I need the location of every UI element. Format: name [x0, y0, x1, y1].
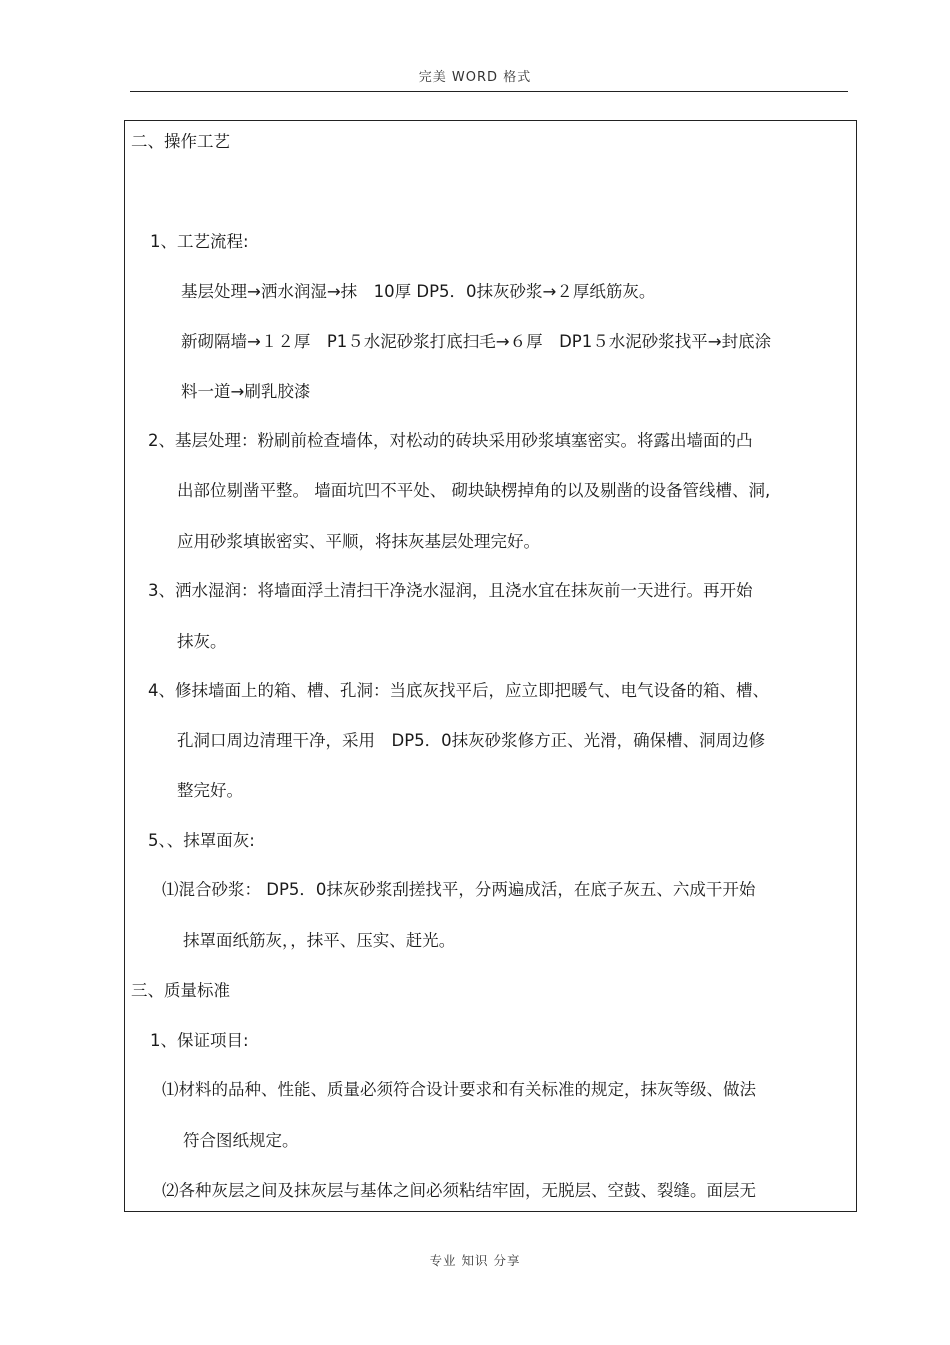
paragraph-line: 新砌隔墙→１２厚 P1５水泥砂浆打底扫毛→６厚 DP1５水泥砂浆找平→封底涂: [181, 332, 772, 351]
sub-item-materials: ⑴材料的品种、性能、质量必须符合设计要求和有关标准的规定，抹灰等级、做法: [162, 1080, 756, 1099]
paragraph-line: 孔洞口周边清理干净，采用 DP5．0抹灰砂浆修方正、光滑，确保槽、洞周边修: [177, 731, 766, 750]
paragraph-line: 符合图纸规定。: [183, 1131, 299, 1150]
sub-item-bonding: ⑵各种灰层之间及抹灰层与基体之间必须粘结牢固，无脱层、空鼓、裂缝。面层无: [162, 1181, 756, 1200]
section-heading-operation: 二、操作工艺: [131, 132, 230, 151]
paragraph-line: 出部位剔凿平整。 墙面坑凹不平处、 砌块缺楞掉角的以及剔凿的设备管线槽、洞,: [177, 481, 771, 500]
header-rule: [130, 91, 848, 92]
list-item-repair-openings: 4、修抹墙面上的箱、槽、孔洞：当底灰找平后，应立即把暖气、电气设备的箱、槽、: [148, 681, 769, 700]
list-item-wetting: 3、洒水湿润：将墙面浮土清扫干净浇水湿润，且浇水宜在抹灰前一天进行。再开始: [148, 581, 753, 600]
paragraph-line: 整完好。: [177, 781, 243, 800]
list-item-base-treatment: 2、基层处理：粉刷前检查墙体，对松动的砖块采用砂浆填塞密实。将露出墙面的凸: [148, 431, 753, 450]
section-heading-quality: 三、质量标准: [131, 981, 230, 1000]
paragraph-line: 抹罩面纸筋灰，，抹平、压实、赶光。: [183, 931, 456, 950]
subheading-guaranteed-items: 1、保证项目:: [150, 1031, 249, 1050]
paragraph-line: 抹灰。: [177, 632, 227, 651]
page-footer: 专业 知识 分享: [429, 1253, 521, 1268]
paragraph-line: 料一道→刷乳胶漆: [181, 382, 311, 401]
page-header: 完美 WORD 格式: [418, 70, 532, 85]
list-item-finish-coat: 5、、抹罩面灰:: [148, 831, 255, 850]
sub-item-mixed-mortar: ⑴混合砂浆： DP5．0抹灰砂浆刮搓找平，分两遍成活，在底子灰五、六成干开始: [162, 880, 756, 899]
paragraph-line: 应用砂浆填嵌密实、平顺，将抹灰基层处理完好。: [177, 532, 540, 551]
paragraph-line: 基层处理→洒水润湿→抹 10厚 DP5．0抹灰砂浆→２厚纸筋灰。: [181, 282, 656, 301]
subheading-process-flow: 1、工艺流程:: [150, 232, 249, 251]
